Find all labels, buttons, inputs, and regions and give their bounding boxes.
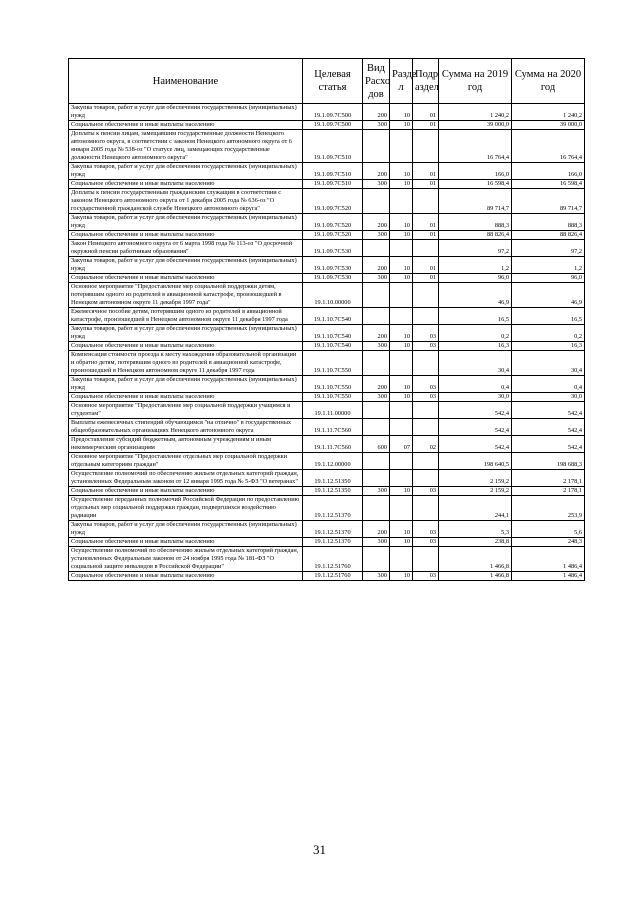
cell-vid bbox=[363, 402, 390, 419]
cell-sum-2019: 166,0 bbox=[439, 163, 512, 180]
cell-podrazdel: 01 bbox=[413, 214, 439, 231]
cell-podrazdel: 01 bbox=[413, 231, 439, 240]
cell-name: Закупка товаров, работ и услуг для обеспечения государственных (муниципальных) нужд bbox=[69, 257, 303, 274]
cell-sum-2019: 2 159,2 bbox=[439, 470, 512, 487]
cell-sum-2019: 39 000,0 bbox=[439, 121, 512, 130]
cell-razdel bbox=[390, 419, 413, 436]
cell-sum-2019: 16,3 bbox=[439, 342, 512, 351]
cell-podrazdel: 03 bbox=[413, 572, 439, 581]
cell-name: Социальное обеспечение и иные выплаты населению bbox=[69, 538, 303, 547]
cell-podrazdel: 03 bbox=[413, 487, 439, 496]
cell-sum-2020: 2 178,1 bbox=[512, 487, 585, 496]
cell-vid: 600 bbox=[363, 436, 390, 453]
cell-vid bbox=[363, 547, 390, 572]
cell-razdel: 10 bbox=[390, 342, 413, 351]
cell-sum-2019: 0,4 bbox=[439, 376, 512, 393]
cell-vid bbox=[363, 496, 390, 521]
table-row bbox=[69, 547, 585, 572]
table-row bbox=[69, 342, 585, 351]
cell-name: Социальное обеспечение и иные выплаты населению bbox=[69, 180, 303, 189]
cell-target: 19.1.09.7С520 bbox=[303, 189, 363, 214]
cell-sum-2020: 1,2 bbox=[512, 257, 585, 274]
cell-name: Закупка товаров, работ и услуг для обеспечения государственных (муниципальных) нужд bbox=[69, 521, 303, 538]
table-row bbox=[69, 470, 585, 487]
cell-razdel: 10 bbox=[390, 180, 413, 189]
cell-vid: 300 bbox=[363, 180, 390, 189]
cell-name: Социальное обеспечение и иные выплаты населению bbox=[69, 342, 303, 351]
cell-target: 19.1.09.7С530 bbox=[303, 257, 363, 274]
col-header-sum-2019: Сумма на 2019 год bbox=[439, 59, 512, 104]
cell-sum-2020: 542,4 bbox=[512, 402, 585, 419]
cell-target: 19.1.12.51370 bbox=[303, 521, 363, 538]
cell-target: 19.1.10.7С540 bbox=[303, 342, 363, 351]
cell-sum-2019: 542,4 bbox=[439, 436, 512, 453]
cell-razdel bbox=[390, 240, 413, 257]
cell-sum-2020: 16,5 bbox=[512, 308, 585, 325]
cell-name: Осуществление переданных полномочий Российской Федерации по предоставлению отдельных мер социальной поддержки граждан, подвергшихся воздействию радиации bbox=[69, 496, 303, 521]
cell-vid bbox=[363, 130, 390, 163]
cell-razdel bbox=[390, 189, 413, 214]
cell-podrazdel bbox=[413, 419, 439, 436]
cell-name: Основное мероприятие "Предоставление мер социальной поддержки учащимся и студентам" bbox=[69, 402, 303, 419]
cell-razdel: 10 bbox=[390, 376, 413, 393]
cell-podrazdel bbox=[413, 283, 439, 308]
cell-target: 19.1.10.7С540 bbox=[303, 325, 363, 342]
cell-razdel bbox=[390, 130, 413, 163]
cell-name: Закупка товаров, работ и услуг для обеспечения государственных (муниципальных) нужд bbox=[69, 376, 303, 393]
cell-podrazdel: 03 bbox=[413, 325, 439, 342]
cell-podrazdel bbox=[413, 547, 439, 572]
cell-sum-2020: 888,3 bbox=[512, 214, 585, 231]
cell-vid bbox=[363, 240, 390, 257]
cell-target: 19.1.12.51350 bbox=[303, 470, 363, 487]
table-row bbox=[69, 308, 585, 325]
cell-target: 19.1.10.00000 bbox=[303, 283, 363, 308]
cell-name: Предоставление субсидий бюджетным, автономным учреждениям и иным некоммерческим организациям bbox=[69, 436, 303, 453]
cell-razdel bbox=[390, 453, 413, 470]
cell-target: 19.1.12.51760 bbox=[303, 547, 363, 572]
cell-sum-2020: 89 714,7 bbox=[512, 189, 585, 214]
cell-sum-2020: 542,4 bbox=[512, 436, 585, 453]
cell-vid: 200 bbox=[363, 376, 390, 393]
cell-target: 19.1.09.7С520 bbox=[303, 231, 363, 240]
cell-sum-2020: 1 486,4 bbox=[512, 572, 585, 581]
cell-vid: 300 bbox=[363, 487, 390, 496]
cell-vid: 300 bbox=[363, 393, 390, 402]
cell-sum-2019: 96,0 bbox=[439, 274, 512, 283]
cell-target: 19.1.09.7С530 bbox=[303, 240, 363, 257]
cell-razdel: 10 bbox=[390, 572, 413, 581]
cell-target: 19.1.09.7С530 bbox=[303, 274, 363, 283]
cell-name: Компенсация стоимости проезда к месту нахождения образовательной организации и обратно детям, потерявшим одного из родителей в авиационной катастрофе, произошедшей в Ненецком автономном округе 11 декабря 1997 года bbox=[69, 351, 303, 376]
cell-razdel: 10 bbox=[390, 325, 413, 342]
table-row bbox=[69, 538, 585, 547]
cell-sum-2019: 46,9 bbox=[439, 283, 512, 308]
cell-name: Закупка товаров, работ и услуг для обеспечения государственных (муниципальных) нужд bbox=[69, 214, 303, 231]
table-row bbox=[69, 130, 585, 163]
cell-name: Доплаты к пенсии лицам, замещавшим государственные должности Ненецкого автономного округа, в соответствии с законом Ненецкого автономного округа от 6 января 2005 года № 538-оз "О статусе лиц, замещающих государственные должности Ненецкого автономного округа" bbox=[69, 130, 303, 163]
cell-vid: 300 bbox=[363, 274, 390, 283]
cell-vid: 300 bbox=[363, 538, 390, 547]
cell-sum-2019: 88 826,4 bbox=[439, 231, 512, 240]
cell-sum-2019: 1 466,8 bbox=[439, 572, 512, 581]
cell-sum-2020: 5,6 bbox=[512, 521, 585, 538]
cell-target: 19.1.09.7С510 bbox=[303, 163, 363, 180]
cell-podrazdel bbox=[413, 308, 439, 325]
cell-podrazdel bbox=[413, 453, 439, 470]
cell-target: 19.1.10.7С550 bbox=[303, 393, 363, 402]
cell-razdel: 10 bbox=[390, 538, 413, 547]
cell-sum-2019: 16 598,4 bbox=[439, 180, 512, 189]
cell-sum-2019: 1 240,2 bbox=[439, 104, 512, 121]
cell-vid bbox=[363, 308, 390, 325]
cell-vid bbox=[363, 351, 390, 376]
cell-target: 19.1.09.7С510 bbox=[303, 130, 363, 163]
cell-podrazdel: 01 bbox=[413, 104, 439, 121]
cell-target: 19.1.09.7С500 bbox=[303, 121, 363, 130]
cell-sum-2020: 198 688,3 bbox=[512, 453, 585, 470]
table-row bbox=[69, 436, 585, 453]
cell-razdel: 10 bbox=[390, 214, 413, 231]
table-row bbox=[69, 487, 585, 496]
cell-name: Закупка товаров, работ и услуг для обеспечения государственных (муниципальных) нужд bbox=[69, 163, 303, 180]
cell-sum-2020: 46,9 bbox=[512, 283, 585, 308]
budget-table bbox=[68, 58, 585, 581]
table-row bbox=[69, 325, 585, 342]
table-row bbox=[69, 231, 585, 240]
table-row bbox=[69, 572, 585, 581]
cell-sum-2020: 253,9 bbox=[512, 496, 585, 521]
table-row bbox=[69, 104, 585, 121]
table-row bbox=[69, 376, 585, 393]
cell-name: Ежемесячное пособие детям, потерявшим одного из родителей в авиационной катастрофе, произошедшей в Ненецком автономном округе 11 декабря 1997 года bbox=[69, 308, 303, 325]
table-body bbox=[69, 104, 585, 581]
cell-vid bbox=[363, 453, 390, 470]
cell-vid bbox=[363, 283, 390, 308]
cell-sum-2019: 5,3 bbox=[439, 521, 512, 538]
cell-target: 19.1.12.00000 bbox=[303, 453, 363, 470]
cell-name: Социальное обеспечение и иные выплаты населению bbox=[69, 231, 303, 240]
cell-razdel: 10 bbox=[390, 163, 413, 180]
cell-target: 19.1.10.7С550 bbox=[303, 351, 363, 376]
cell-podrazdel: 03 bbox=[413, 342, 439, 351]
cell-sum-2019: 16 764,4 bbox=[439, 130, 512, 163]
cell-target: 19.1.11.7С560 bbox=[303, 436, 363, 453]
cell-sum-2020: 1 240,2 bbox=[512, 104, 585, 121]
table-row bbox=[69, 189, 585, 214]
col-header-target: Целевая статья bbox=[303, 59, 363, 104]
table-row bbox=[69, 453, 585, 470]
cell-vid: 300 bbox=[363, 121, 390, 130]
cell-sum-2019: 542,4 bbox=[439, 402, 512, 419]
table-row bbox=[69, 496, 585, 521]
cell-sum-2020: 16,3 bbox=[512, 342, 585, 351]
table-row bbox=[69, 393, 585, 402]
cell-podrazdel bbox=[413, 189, 439, 214]
cell-target: 19.1.11.00000 bbox=[303, 402, 363, 419]
cell-razdel bbox=[390, 351, 413, 376]
cell-name: Закон Ненецкого автономного округа от 6 марта 1998 года № 113-оз "О досрочной окружной пенсии работникам образования" bbox=[69, 240, 303, 257]
table-row bbox=[69, 214, 585, 231]
cell-name: Социальное обеспечение и иные выплаты населению bbox=[69, 121, 303, 130]
table-header-row bbox=[69, 59, 585, 104]
cell-vid: 300 bbox=[363, 572, 390, 581]
cell-podrazdel: 01 bbox=[413, 257, 439, 274]
cell-sum-2019: 97,2 bbox=[439, 240, 512, 257]
cell-name: Основное мероприятие "Предоставление мер социальной поддержки детям, потерявшим одного из родителей в авиационной катастрофе, произошедшей в Ненецком автономном округе 11 декабря 1997 года" bbox=[69, 283, 303, 308]
cell-name: Выплаты ежемесячных стипендий обучающимся "на отлично" в государственных общеобразовательных организациях Ненецкого автономного округа bbox=[69, 419, 303, 436]
cell-podrazdel bbox=[413, 470, 439, 487]
cell-razdel bbox=[390, 402, 413, 419]
cell-podrazdel: 01 bbox=[413, 163, 439, 180]
cell-sum-2019: 198 640,5 bbox=[439, 453, 512, 470]
cell-podrazdel: 03 bbox=[413, 393, 439, 402]
cell-target: 19.1.12.51370 bbox=[303, 538, 363, 547]
cell-podrazdel bbox=[413, 496, 439, 521]
cell-sum-2020: 0,2 bbox=[512, 325, 585, 342]
cell-sum-2020: 96,0 bbox=[512, 274, 585, 283]
page-number: 31 bbox=[313, 842, 326, 857]
cell-name: Социальное обеспечение и иные выплаты населению bbox=[69, 487, 303, 496]
table-row bbox=[69, 274, 585, 283]
cell-razdel: 10 bbox=[390, 257, 413, 274]
cell-razdel bbox=[390, 283, 413, 308]
cell-razdel: 07 bbox=[390, 436, 413, 453]
cell-name: Социальное обеспечение и иные выплаты населению bbox=[69, 274, 303, 283]
cell-name: Закупка товаров, работ и услуг для обеспечения государственных (муниципальных) нужд bbox=[69, 325, 303, 342]
cell-sum-2020: 166,0 bbox=[512, 163, 585, 180]
cell-name: Социальное обеспечение и иные выплаты населению bbox=[69, 393, 303, 402]
cell-sum-2019: 542,4 bbox=[439, 419, 512, 436]
cell-podrazdel: 01 bbox=[413, 274, 439, 283]
col-header-podrazdel: Подр аздел bbox=[413, 59, 439, 104]
cell-sum-2020: 1 486,4 bbox=[512, 547, 585, 572]
cell-name: Основное мероприятие "Предоставление отдельных мер социальной поддержки отдельным категориям граждан" bbox=[69, 453, 303, 470]
cell-podrazdel: 01 bbox=[413, 121, 439, 130]
cell-razdel bbox=[390, 496, 413, 521]
cell-podrazdel: 01 bbox=[413, 180, 439, 189]
table-row bbox=[69, 163, 585, 180]
cell-vid: 200 bbox=[363, 214, 390, 231]
cell-vid bbox=[363, 189, 390, 214]
cell-podrazdel bbox=[413, 351, 439, 376]
cell-razdel: 10 bbox=[390, 104, 413, 121]
cell-razdel: 10 bbox=[390, 121, 413, 130]
cell-vid: 200 bbox=[363, 257, 390, 274]
cell-vid: 300 bbox=[363, 231, 390, 240]
cell-podrazdel: 03 bbox=[413, 376, 439, 393]
cell-sum-2019: 0,2 bbox=[439, 325, 512, 342]
cell-razdel: 10 bbox=[390, 393, 413, 402]
cell-sum-2019: 2 159,2 bbox=[439, 487, 512, 496]
cell-vid: 200 bbox=[363, 163, 390, 180]
col-header-sum-2020: Сумма на 2020 год bbox=[512, 59, 585, 104]
cell-name: Закупка товаров, работ и услуг для обеспечения государственных (муниципальных) нужд bbox=[69, 104, 303, 121]
cell-podrazdel: 02 bbox=[413, 436, 439, 453]
table-row bbox=[69, 283, 585, 308]
cell-target: 19.1.09.7С520 bbox=[303, 214, 363, 231]
cell-sum-2020: 30,0 bbox=[512, 393, 585, 402]
cell-podrazdel bbox=[413, 240, 439, 257]
cell-vid: 300 bbox=[363, 342, 390, 351]
cell-razdel: 10 bbox=[390, 521, 413, 538]
cell-vid bbox=[363, 470, 390, 487]
cell-razdel bbox=[390, 547, 413, 572]
table-row bbox=[69, 121, 585, 130]
table-row bbox=[69, 180, 585, 189]
cell-razdel bbox=[390, 470, 413, 487]
cell-target: 19.1.12.51760 bbox=[303, 572, 363, 581]
cell-sum-2020: 88 826,4 bbox=[512, 231, 585, 240]
cell-target: 19.1.10.7С540 bbox=[303, 308, 363, 325]
col-header-name: Наименование bbox=[69, 59, 303, 104]
cell-podrazdel: 03 bbox=[413, 538, 439, 547]
cell-razdel: 10 bbox=[390, 274, 413, 283]
cell-target: 19.1.09.7С510 bbox=[303, 180, 363, 189]
cell-target: 19.1.09.7С500 bbox=[303, 104, 363, 121]
cell-vid: 200 bbox=[363, 104, 390, 121]
cell-target: 19.1.11.7С560 bbox=[303, 419, 363, 436]
cell-podrazdel: 03 bbox=[413, 521, 439, 538]
cell-vid bbox=[363, 419, 390, 436]
cell-sum-2019: 16,5 bbox=[439, 308, 512, 325]
cell-sum-2019: 30,0 bbox=[439, 393, 512, 402]
col-header-vid: Вид Расхо дов bbox=[363, 59, 390, 104]
cell-target: 19.1.12.51370 bbox=[303, 496, 363, 521]
cell-sum-2020: 542,4 bbox=[512, 419, 585, 436]
cell-sum-2020: 39 000,0 bbox=[512, 121, 585, 130]
cell-target: 19.1.12.51350 bbox=[303, 487, 363, 496]
cell-podrazdel bbox=[413, 402, 439, 419]
cell-vid: 200 bbox=[363, 521, 390, 538]
cell-sum-2020: 248,3 bbox=[512, 538, 585, 547]
table-row bbox=[69, 521, 585, 538]
cell-razdel bbox=[390, 308, 413, 325]
table-row bbox=[69, 351, 585, 376]
cell-name: Доплаты к пенсии государственным гражданским служащим в соответствии с законом Ненецкого автономного округа от 1 декабря 2005 года № 636-оз "О государственной гражданской службе Ненецкого автономного округа" bbox=[69, 189, 303, 214]
cell-sum-2020: 97,2 bbox=[512, 240, 585, 257]
cell-sum-2020: 30,4 bbox=[512, 351, 585, 376]
cell-sum-2020: 2 178,1 bbox=[512, 470, 585, 487]
cell-vid: 200 bbox=[363, 325, 390, 342]
cell-sum-2019: 244,1 bbox=[439, 496, 512, 521]
cell-sum-2020: 16 598,4 bbox=[512, 180, 585, 189]
cell-sum-2019: 238,8 bbox=[439, 538, 512, 547]
cell-sum-2019: 1 466,8 bbox=[439, 547, 512, 572]
cell-sum-2019: 30,4 bbox=[439, 351, 512, 376]
cell-razdel: 10 bbox=[390, 487, 413, 496]
table-row bbox=[69, 257, 585, 274]
cell-target: 19.1.10.7С550 bbox=[303, 376, 363, 393]
cell-sum-2019: 1,2 bbox=[439, 257, 512, 274]
cell-sum-2019: 888,3 bbox=[439, 214, 512, 231]
cell-sum-2020: 0,4 bbox=[512, 376, 585, 393]
cell-podrazdel bbox=[413, 130, 439, 163]
table-row bbox=[69, 402, 585, 419]
cell-razdel: 10 bbox=[390, 231, 413, 240]
table-row bbox=[69, 240, 585, 257]
cell-sum-2020: 16 764,4 bbox=[512, 130, 585, 163]
cell-sum-2019: 89 714,7 bbox=[439, 189, 512, 214]
cell-name: Осуществление полномочий по обеспечению жильем отдельных категорий граждан, установленных Федеральным законом от 12 января 1995 года № 5-ФЗ "О ветеранах" bbox=[69, 470, 303, 487]
cell-name: Социальное обеспечение и иные выплаты населению bbox=[69, 572, 303, 581]
col-header-razdel: Разде л bbox=[390, 59, 413, 104]
table-row bbox=[69, 419, 585, 436]
cell-name: Осуществление полномочий по обеспечению жильем отдельных категорий граждан, установленных Федеральным законом от 24 ноября 1995 года № 181-ФЗ "О социальной защите инвалидов в Российской Федерации" bbox=[69, 547, 303, 572]
